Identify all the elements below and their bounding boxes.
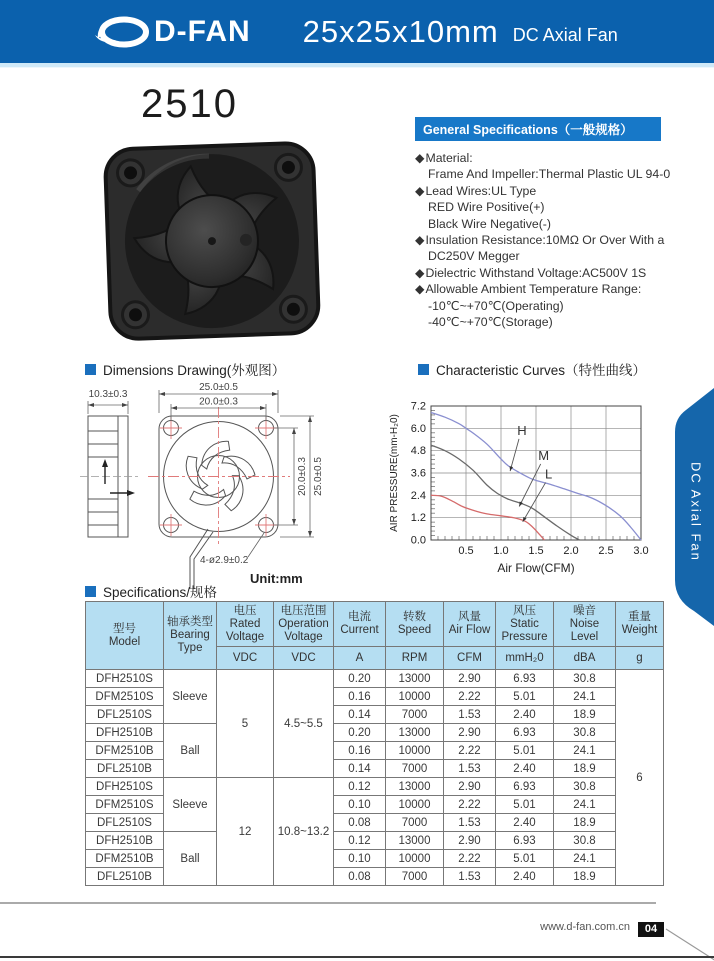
dim-hole-pitch-h-label: 20.0±0.3 <box>297 457 308 496</box>
cell-noise-level: 18.9 <box>554 868 616 886</box>
side-index-tab <box>670 386 714 638</box>
footer-divider <box>0 902 656 904</box>
diamond-bullet-icon: ◆ <box>415 233 425 248</box>
svg-text:1.2: 1.2 <box>410 512 426 525</box>
brand-name: D-FAN <box>154 14 251 48</box>
section-bullet-icon <box>418 364 429 375</box>
column-header: 重量 Weight <box>616 602 664 647</box>
cell-speed: 13000 <box>386 724 444 742</box>
cell-model: DFM2510B <box>86 850 164 868</box>
cell-airflow: 2.22 <box>444 850 496 868</box>
svg-text:4.8: 4.8 <box>410 445 426 458</box>
cell-speed: 10000 <box>386 850 444 868</box>
cell-weight: 6 <box>616 670 664 886</box>
cell-static-pressure: 5.01 <box>496 688 554 706</box>
curves-section-title <box>418 359 646 379</box>
diamond-bullet-icon: ◆ <box>415 282 425 297</box>
cell-speed: 7000 <box>386 706 444 724</box>
column-header: 电压范围 Operation Voltage <box>274 602 334 647</box>
cell-airflow: 1.53 <box>444 760 496 778</box>
svg-text:M: M <box>538 447 550 463</box>
cell-static-pressure: 6.93 <box>496 778 554 796</box>
cell-bearing: Ball <box>164 724 217 778</box>
page-title-size: 25x25x10mm <box>302 13 499 49</box>
svg-text:1.0: 1.0 <box>493 545 509 557</box>
table-row <box>86 724 664 742</box>
column-header: 轴承类型 Bearing Type <box>164 602 217 670</box>
column-header: 电流 Current <box>334 602 386 647</box>
svg-text:AIR PRESSURE(mm-H₂0): AIR PRESSURE(mm-H₂0) <box>389 414 400 532</box>
general-specifications-panel <box>415 117 707 330</box>
cell-current: 0.08 <box>334 868 386 886</box>
spec-list-item: ◆Dielectric Withstand Voltage:AC500V 1S <box>415 265 647 280</box>
column-unit: VDC <box>217 647 274 670</box>
cell-airflow: 2.22 <box>444 688 496 706</box>
dimensions-drawing <box>80 381 420 599</box>
cell-noise-level: 30.8 <box>554 832 616 850</box>
cell-speed: 10000 <box>386 688 444 706</box>
cell-speed: 7000 <box>386 868 444 886</box>
cell-speed: 13000 <box>386 832 444 850</box>
spec-list-item: Black Wire Negative(-) <box>428 216 551 231</box>
cell-model: DFH2510B <box>86 724 164 742</box>
cell-model: DFL2510S <box>86 814 164 832</box>
svg-text:1.5: 1.5 <box>528 545 544 557</box>
cell-static-pressure: 2.40 <box>496 814 554 832</box>
cell-noise-level: 24.1 <box>554 850 616 868</box>
column-header: 型号 Model <box>86 602 164 670</box>
cell-airflow: 2.22 <box>444 796 496 814</box>
dimensions-section-title <box>85 359 285 379</box>
cell-speed: 10000 <box>386 742 444 760</box>
spec-list-item: -10℃~+70℃(Operating) <box>428 298 564 313</box>
cell-airflow: 2.90 <box>444 670 496 688</box>
cell-model: DFM2510B <box>86 742 164 760</box>
footer-page-number: 04 <box>638 922 664 937</box>
fan-product-photo <box>100 138 328 346</box>
section-bullet-icon <box>85 586 96 597</box>
cell-airflow: 2.22 <box>444 742 496 760</box>
svg-text:3.6: 3.6 <box>410 467 426 480</box>
dim-holes-label: 4-ø2.9±0.2 <box>200 555 249 566</box>
brand-logo <box>94 12 251 52</box>
column-header: 转数 Speed <box>386 602 444 647</box>
cell-static-pressure: 6.93 <box>496 832 554 850</box>
chart-annotations <box>510 423 553 522</box>
svg-text:0.0: 0.0 <box>410 534 426 547</box>
general-specifications-list <box>415 150 707 330</box>
cell-current: 0.08 <box>334 814 386 832</box>
dim-unit-label: Unit:mm <box>250 571 303 586</box>
cell-model: DFH2510S <box>86 670 164 688</box>
spec-list-item: -40℃~+70℃(Storage) <box>428 315 553 330</box>
svg-text:2.0: 2.0 <box>563 545 579 557</box>
cell-airflow: 2.90 <box>444 724 496 742</box>
cell-noise-level: 24.1 <box>554 796 616 814</box>
column-unit: g <box>616 647 664 670</box>
characteristic-curves-chart <box>388 381 678 589</box>
cell-speed: 10000 <box>386 796 444 814</box>
svg-text:Air Flow(CFM): Air Flow(CFM) <box>497 561 575 575</box>
column-header: 风量 Air Flow <box>444 602 496 647</box>
spec-list-item: Frame And Impeller:Thermal Plastic UL 94-0 <box>428 167 671 182</box>
dimensions-section-label: Dimensions Drawing(外观图） <box>103 363 286 378</box>
dim-depth-label: 10.3±0.3 <box>88 389 128 400</box>
cell-static-pressure: 5.01 <box>496 796 554 814</box>
column-header: 风压 Static Pressure <box>496 602 554 647</box>
cell-model: DFL2510B <box>86 760 164 778</box>
side-tab-label: DC Axial Fan <box>688 462 704 562</box>
table-row <box>86 832 664 850</box>
spec-list-item: ◆Material: <box>415 151 473 165</box>
cell-operation-voltage: 10.8~13.2 <box>274 778 334 886</box>
footer-website: www.d-fan.com.cn <box>540 921 630 933</box>
cell-current: 0.10 <box>334 850 386 868</box>
cell-speed: 13000 <box>386 778 444 796</box>
cell-static-pressure: 2.40 <box>496 760 554 778</box>
section-bullet-icon <box>85 364 96 375</box>
svg-text:7.2: 7.2 <box>410 400 426 413</box>
cell-current: 0.14 <box>334 760 386 778</box>
column-unit: RPM <box>386 647 444 670</box>
cell-noise-level: 18.9 <box>554 706 616 724</box>
svg-text:2.5: 2.5 <box>598 545 614 557</box>
cell-current: 0.16 <box>334 688 386 706</box>
cell-static-pressure: 5.01 <box>496 742 554 760</box>
diamond-bullet-icon: ◆ <box>415 265 425 280</box>
svg-text:2.4: 2.4 <box>410 489 426 502</box>
column-unit: VDC <box>274 647 334 670</box>
cell-airflow: 2.90 <box>444 832 496 850</box>
column-unit: A <box>334 647 386 670</box>
spec-list-item: ◆Allowable Ambient Temperature Range: <box>415 282 642 297</box>
cell-current: 0.20 <box>334 724 386 742</box>
column-unit: dBA <box>554 647 616 670</box>
column-unit: mmH₂0 <box>496 647 554 670</box>
cell-static-pressure: 5.01 <box>496 850 554 868</box>
cell-noise-level: 24.1 <box>554 742 616 760</box>
cell-airflow: 1.53 <box>444 706 496 724</box>
spec-list-item: ◆Insulation Resistance:10MΩ Or Over With a <box>415 233 665 248</box>
cell-current: 0.12 <box>334 778 386 796</box>
cell-airflow: 1.53 <box>444 868 496 886</box>
column-unit: CFM <box>444 647 496 670</box>
cell-bearing: Sleeve <box>164 670 217 724</box>
cell-static-pressure: 2.40 <box>496 706 554 724</box>
page-bottom-rule <box>0 956 714 958</box>
cell-model: DFH2510B <box>86 832 164 850</box>
dim-hole-pitch-w-label: 20.0±0.3 <box>199 396 238 408</box>
page-header <box>0 0 714 63</box>
cell-current: 0.16 <box>334 742 386 760</box>
cell-rated-voltage: 12 <box>217 778 274 886</box>
column-header: 电压 Rated Voltage <box>217 602 274 647</box>
svg-text:0.5: 0.5 <box>458 545 474 557</box>
cell-current: 0.20 <box>334 670 386 688</box>
svg-text:6.0: 6.0 <box>410 422 426 435</box>
table-section-label: Specifications/规格 <box>103 585 218 600</box>
svg-text:L: L <box>544 466 553 482</box>
table-row <box>86 778 664 796</box>
table-section-title <box>85 581 217 601</box>
diamond-bullet-icon: ◆ <box>415 183 425 198</box>
cell-noise-level: 24.1 <box>554 688 616 706</box>
cell-model: DFM2510S <box>86 796 164 814</box>
curve-M <box>431 445 579 540</box>
cell-noise-level: 30.8 <box>554 778 616 796</box>
model-number: 2510 <box>141 82 238 126</box>
cell-model: DFM2510S <box>86 688 164 706</box>
page-title-type: DC Axial Fan <box>512 25 618 45</box>
dim-outer-width-label: 25.0±0.5 <box>199 382 238 393</box>
cell-airflow: 2.90 <box>444 778 496 796</box>
dim-outer-height-label: 25.0±0.5 <box>313 457 324 496</box>
cell-model: DFL2510S <box>86 706 164 724</box>
spec-list-item: RED Wire Positive(+) <box>428 200 545 215</box>
dfan-logo-icon <box>94 12 152 52</box>
svg-text:3.0: 3.0 <box>633 545 649 557</box>
cell-noise-level: 30.8 <box>554 724 616 742</box>
cell-bearing: Sleeve <box>164 778 217 832</box>
cell-current: 0.10 <box>334 796 386 814</box>
cell-static-pressure: 6.93 <box>496 670 554 688</box>
svg-text:H: H <box>517 422 527 438</box>
spec-list-item: DC250V Megger <box>428 249 520 264</box>
diamond-bullet-icon: ◆ <box>415 151 425 165</box>
spec-list-item: ◆Lead Wires:UL Type <box>415 183 537 198</box>
cell-rated-voltage: 5 <box>217 670 274 778</box>
cell-static-pressure: 2.40 <box>496 868 554 886</box>
cell-speed: 13000 <box>386 670 444 688</box>
column-header: 噪音 Noise Level <box>554 602 616 647</box>
cell-operation-voltage: 4.5~5.5 <box>274 670 334 778</box>
cell-current: 0.12 <box>334 832 386 850</box>
curves-section-label: Characteristic Curves（特性曲线） <box>436 363 647 378</box>
table-row <box>86 670 664 688</box>
cell-model: DFH2510S <box>86 778 164 796</box>
cell-airflow: 1.53 <box>444 814 496 832</box>
general-specifications-title: General Specifications（一般规格） <box>415 117 661 141</box>
cell-model: DFL2510B <box>86 868 164 886</box>
cell-current: 0.14 <box>334 706 386 724</box>
cell-speed: 7000 <box>386 814 444 832</box>
cell-bearing: Ball <box>164 832 217 886</box>
cell-noise-level: 18.9 <box>554 760 616 778</box>
cell-speed: 7000 <box>386 760 444 778</box>
cell-noise-level: 18.9 <box>554 814 616 832</box>
header-accent-strip <box>0 63 714 68</box>
cell-static-pressure: 6.93 <box>496 724 554 742</box>
cell-noise-level: 30.8 <box>554 670 616 688</box>
specifications-table <box>85 601 664 886</box>
